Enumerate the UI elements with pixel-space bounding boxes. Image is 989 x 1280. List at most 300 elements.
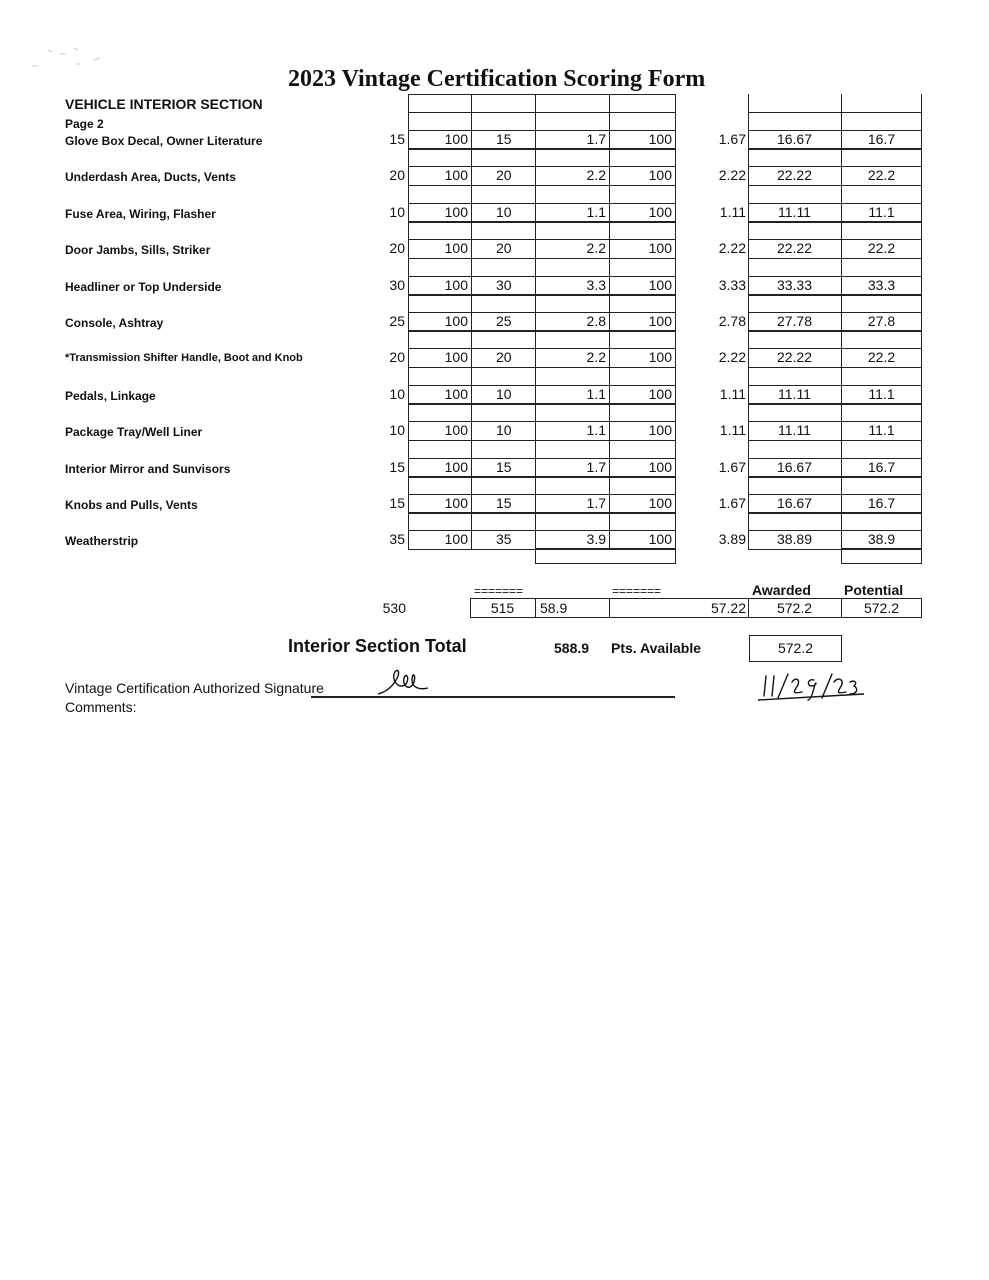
item-max-points: 15 [389,459,405,475]
equals-divider: ======= [612,584,662,598]
item-potential: 11.1 [868,422,895,438]
col-divider [921,403,922,423]
col-divider [609,258,610,278]
item-c5: 100 [648,204,672,220]
item-potential: 16.7 [867,131,896,147]
col-divider [675,112,676,132]
item-c5: 100 [648,277,672,293]
item-max-points: 25 [389,313,405,329]
col-divider [841,512,842,532]
points-available-value: 588.9 [554,640,590,656]
col-divider [921,221,922,241]
col-divider [675,294,676,314]
item-c4: 1.1 [586,422,606,438]
col-divider [609,185,610,205]
item-awarded: 33.33 [776,277,813,293]
col-divider [675,258,676,278]
col-divider [609,94,610,114]
col-divider [748,476,749,496]
col-divider [535,185,536,205]
col-divider [471,512,472,532]
item-c5: 100 [648,459,672,475]
item-potential: 16.7 [867,459,896,475]
col-divider [921,185,922,205]
row-rule [748,330,921,331]
item-awarded: 38.89 [776,531,813,547]
item-label: Underdash Area, Ducts, Vents [65,170,236,184]
col-divider [408,367,409,387]
item-label: Package Tray/Well Liner [65,425,203,439]
col-divider [408,476,409,496]
col-divider [748,294,749,314]
item-c6: 1.11 [719,422,746,438]
item-max-points: 10 [389,386,405,402]
col-divider [471,185,472,205]
item-max-points: 30 [389,277,405,293]
item-c4: 2.8 [586,313,606,329]
item-c6: 1.11 [719,386,746,402]
item-label: Door Jambs, Sills, Striker [65,243,211,257]
col-divider [609,403,610,423]
col-divider [535,203,536,223]
item-potential: 22.2 [867,349,896,365]
item-max-points: 15 [389,495,405,511]
col-divider [408,440,409,460]
col-divider [841,330,842,350]
item-awarded: 22.22 [776,167,813,183]
col-divider [675,476,676,496]
table-top-border [408,94,676,95]
col-divider [921,148,922,168]
item-potential: 22.2 [867,240,896,256]
col-divider [609,458,610,478]
row-rule [408,512,676,513]
col-divider [609,239,610,259]
item-max-points: 35 [389,531,405,547]
row-rule [408,440,676,441]
comments-label: Comments: [65,699,137,715]
col-divider [609,112,610,132]
col-divider [471,421,472,441]
item-label: *Transmission Shifter Handle, Boot and Knob [65,352,303,364]
item-points: 10 [496,204,512,220]
col-divider [535,94,536,114]
potential-header: Potential [844,582,904,598]
row-rule [408,330,676,331]
page-number: Page 2 [65,117,104,131]
section-score: 572.2 [777,640,814,656]
item-potential: 11.1 [868,204,895,220]
item-percent: 100 [444,277,468,293]
row-rule [748,512,921,513]
total-awarded: 572.2 [776,600,813,616]
col-divider [535,476,536,496]
col-divider [921,512,922,532]
item-label: Console, Ashtray [65,316,164,330]
col-divider [535,239,536,259]
col-divider [535,221,536,241]
item-c5: 100 [648,167,672,183]
item-max-points: 15 [389,131,405,147]
col-divider [408,148,409,168]
col-divider [609,130,610,150]
col-divider [609,512,610,532]
item-percent: 100 [444,531,468,547]
col-divider [535,494,536,514]
col-divider [841,476,842,496]
item-percent: 100 [444,386,468,402]
col-divider [748,403,749,423]
item-c4: 1.7 [586,131,606,147]
col-divider [535,530,536,550]
item-max-points: 20 [389,349,405,365]
col-divider [471,294,472,314]
col-divider [675,185,676,205]
row-rule [408,221,676,222]
col-divider [675,221,676,241]
item-c6: 2.22 [718,349,746,365]
item-c4: 1.7 [586,495,606,511]
col-divider [609,148,610,168]
col-divider [471,385,472,405]
col-divider [841,112,842,132]
total-c4: 58.9 [540,600,568,616]
row-rule [748,403,921,404]
item-awarded: 16.67 [776,131,813,147]
row-rule [748,185,921,186]
col-divider [921,258,922,278]
col-divider [748,258,749,278]
item-c5: 100 [648,349,672,365]
row-rule [748,367,921,368]
form-title: 2023 Vintage Certification Scoring Form [288,66,706,92]
col-divider [535,258,536,278]
item-points: 20 [496,167,512,183]
item-awarded: 27.78 [776,313,813,329]
row-rule [408,258,676,259]
section-total-label: Interior Section Total [288,636,467,656]
col-divider [609,276,610,296]
item-label: Interior Mirror and Sunvisors [65,462,231,476]
col-divider [609,203,610,223]
item-c4: 1.1 [586,204,606,220]
item-c5: 100 [648,313,672,329]
item-c4: 2.2 [586,240,606,256]
col-divider [609,440,610,460]
col-divider [748,367,749,387]
item-points: 10 [496,422,512,438]
total-max: 530 [382,600,406,616]
col-divider [408,185,409,205]
col-divider [408,112,409,132]
item-awarded: 11.11 [778,204,811,220]
item-c6: 1.67 [718,495,746,511]
total-c6: 57.22 [710,600,746,616]
col-divider [675,94,676,114]
item-percent: 100 [444,313,468,329]
col-divider [609,294,610,314]
col-divider [675,148,676,168]
item-potential: 33.3 [867,277,896,293]
row-rule [748,294,921,295]
handwritten-date [758,670,868,704]
item-points: 20 [496,349,512,365]
col-divider [675,367,676,387]
col-divider [535,330,536,350]
col-divider [609,421,610,441]
col-divider [535,276,536,296]
col-divider [609,166,610,186]
col-divider [408,330,409,350]
col-divider [609,221,610,241]
col-divider [609,476,610,496]
col-divider [471,203,472,223]
item-max-points: 20 [389,167,405,183]
item-points: 35 [496,531,512,547]
col-divider [675,440,676,460]
row-rule [408,185,676,186]
item-c4: 2.2 [586,167,606,183]
col-divider [748,330,749,350]
col-divider [675,330,676,350]
col-divider [535,294,536,314]
item-points: 15 [496,495,512,511]
signature-label: Vintage Certification Authorized Signature [65,680,324,696]
col-divider [471,330,472,350]
item-label: Knobs and Pulls, Vents [65,498,198,512]
item-c5: 100 [648,531,672,547]
item-percent: 100 [444,131,468,147]
awarded-header: Awarded [752,582,811,598]
item-points: 30 [496,277,512,293]
col-divider [841,294,842,314]
col-divider [535,512,536,532]
empty-box [841,548,922,564]
col-divider [609,367,610,387]
col-divider [471,348,472,368]
col-divider [471,276,472,296]
item-awarded: 22.22 [776,240,813,256]
item-awarded: 22.22 [776,349,813,365]
col-divider [841,403,842,423]
col-divider [408,94,409,114]
item-awarded: 16.67 [776,495,813,511]
col-divider [535,440,536,460]
item-c6: 3.89 [718,531,746,547]
col-divider [471,312,472,332]
item-label: Pedals, Linkage [65,389,156,403]
col-divider [841,367,842,387]
col-divider [535,598,536,618]
item-max-points: 20 [389,240,405,256]
col-divider [471,458,472,478]
col-divider [471,258,472,278]
col-divider [921,94,922,114]
col-divider [471,476,472,496]
item-c5: 100 [648,386,672,402]
col-divider [471,130,472,150]
item-c4: 1.1 [586,386,606,402]
col-divider [408,221,409,241]
col-divider [748,148,749,168]
col-divider [471,112,472,132]
item-potential: 11.1 [868,386,895,402]
col-divider [471,494,472,514]
total-potential: 572.2 [863,600,900,616]
col-divider [535,312,536,332]
item-points: 10 [496,386,512,402]
item-c6: 1.11 [719,204,746,220]
item-c4: 3.9 [586,531,606,547]
col-divider [535,385,536,405]
item-percent: 100 [444,240,468,256]
col-divider [921,112,922,132]
col-divider [535,348,536,368]
item-c6: 2.22 [718,240,746,256]
col-divider [408,403,409,423]
item-label: Fuse Area, Wiring, Flasher [65,207,216,221]
col-divider [748,221,749,241]
col-divider [748,94,749,114]
item-percent: 100 [444,204,468,220]
col-divider [609,348,610,368]
row-rule [408,403,676,404]
item-points: 15 [496,131,512,147]
item-potential: 22.2 [867,167,896,183]
item-c6: 1.67 [718,131,746,147]
item-potential: 38.9 [867,531,896,547]
col-divider [408,512,409,532]
col-divider [535,458,536,478]
col-divider [609,494,610,514]
item-c5: 100 [648,240,672,256]
section-heading: VEHICLE INTERIOR SECTION [65,96,263,112]
item-c6: 3.33 [718,277,746,293]
item-label: Headliner or Top Underside [65,280,222,294]
col-divider [748,185,749,205]
col-divider [841,148,842,168]
item-c4: 3.3 [586,277,606,293]
points-available-label: Pts. Available [611,640,702,656]
item-c6: 2.78 [718,313,746,329]
item-c6: 2.22 [718,167,746,183]
col-divider [609,598,610,618]
scan-artifact-marks [30,42,120,76]
row-rule [748,440,921,441]
item-percent: 100 [444,422,468,438]
col-divider [535,130,536,150]
item-c4: 1.7 [586,459,606,475]
equals-divider: ======= [474,584,524,598]
col-divider [535,148,536,168]
item-label: Glove Box Decal, Owner Literature [65,134,263,148]
col-divider [609,385,610,405]
item-awarded: 11.11 [778,422,811,438]
item-c5: 100 [648,422,672,438]
col-divider [675,512,676,532]
col-divider [609,330,610,350]
item-label: Weatherstrip [65,534,139,548]
col-divider [841,94,842,114]
col-divider [841,185,842,205]
col-divider [535,403,536,423]
col-divider [471,367,472,387]
row-rule [748,221,921,222]
item-c4: 2.2 [586,349,606,365]
col-divider [748,512,749,532]
col-divider [748,440,749,460]
item-c5: 100 [648,131,672,147]
item-points: 20 [496,240,512,256]
col-divider [841,258,842,278]
empty-box [535,548,676,564]
item-c6: 1.67 [718,459,746,475]
col-divider [535,166,536,186]
col-divider [471,148,472,168]
col-divider [921,330,922,350]
item-potential: 27.8 [867,313,896,329]
row-rule [748,112,921,113]
col-divider [921,476,922,496]
col-divider [921,440,922,460]
item-points: 25 [496,313,512,329]
col-divider [841,221,842,241]
col-divider [471,440,472,460]
col-divider [408,294,409,314]
item-percent: 100 [444,167,468,183]
row-rule [748,476,921,477]
item-percent: 100 [444,349,468,365]
item-percent: 100 [444,495,468,511]
col-divider [471,239,472,259]
col-divider [535,367,536,387]
item-max-points: 10 [389,204,405,220]
col-divider [408,258,409,278]
col-divider [921,294,922,314]
signature-line [311,696,675,698]
row-rule [408,476,676,477]
item-points: 15 [496,459,512,475]
col-divider [921,367,922,387]
row-rule [748,258,921,259]
row-rule [408,294,676,295]
row-rule [408,112,676,113]
handwritten-signature [376,664,436,698]
row-rule [408,367,676,368]
col-divider [748,112,749,132]
item-percent: 100 [444,459,468,475]
col-divider [609,530,610,550]
col-divider [471,94,472,114]
col-divider [609,312,610,332]
col-divider [841,440,842,460]
row-rule [408,148,676,149]
col-divider [471,221,472,241]
col-divider [675,403,676,423]
item-awarded: 11.11 [778,386,811,402]
item-awarded: 16.67 [776,459,813,475]
col-divider [471,530,472,550]
row-rule [748,148,921,149]
col-divider [535,421,536,441]
total-pts: 515 [490,600,515,616]
col-divider [535,112,536,132]
item-max-points: 10 [389,422,405,438]
col-divider [471,166,472,186]
col-divider [471,403,472,423]
item-potential: 16.7 [867,495,896,511]
item-c5: 100 [648,495,672,511]
